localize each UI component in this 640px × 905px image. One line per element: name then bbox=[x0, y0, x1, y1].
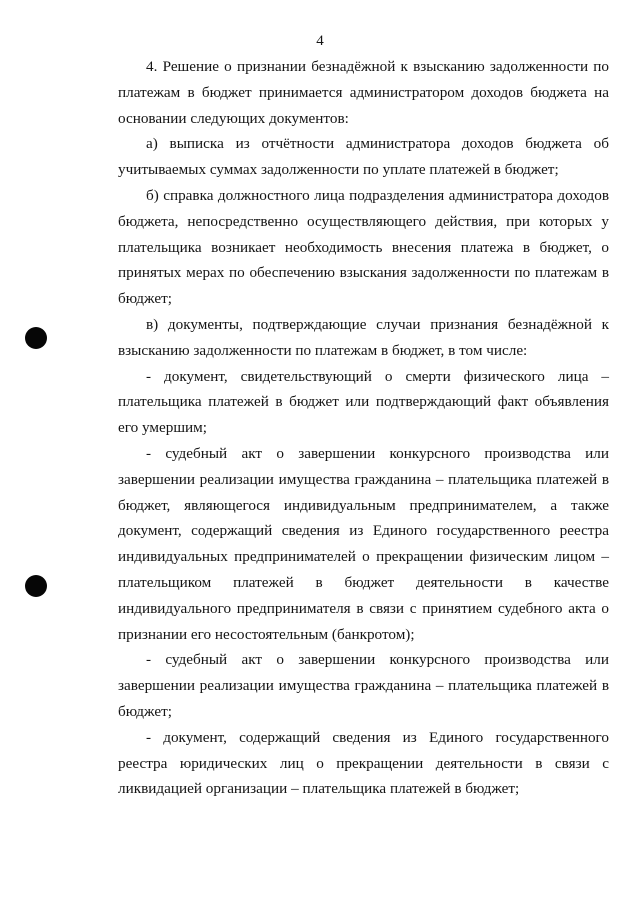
paragraph-dash-bankruptcy-citizen: - судебный акт о завершении конкурсного производства или завершении реализации имущества гражданина – плательщика платежей в бюджет; bbox=[118, 651, 609, 720]
paragraph-item-a: а) выписка из отчётности администратора доходов бюджета об учитываемых суммах задолженности по уплате платежей в бюджет; bbox=[118, 135, 609, 179]
paragraph-dash-death-document: - документ, свидетельствующий о смерти физического лица – плательщика платежей в бюджет или подтверждающий факт объявления его умершим; bbox=[118, 367, 609, 437]
paragraph-clause-4: 4. Решение о признании безнадёжной к взысканию задолженности по платежам в бюджет принимается администратором доходов бюджета на основании следующих документов: bbox=[118, 58, 609, 127]
punch-hole-mark bbox=[25, 575, 47, 597]
paragraph-item-v: в) документы, подтверждающие случаи признания безнадёжной к взысканию задолженности по платежам в бюджет, в том числе: bbox=[118, 315, 609, 359]
page-number: 4 bbox=[316, 33, 324, 49]
punch-hole-mark bbox=[25, 327, 47, 349]
document-body bbox=[118, 54, 609, 802]
paragraph-dash-liquidation: - документ, содержащий сведения из Единого государственного реестра юридических лиц о прекращении деятельности в связи с ликвидацией организации – плательщика платежей в бюджет; bbox=[118, 728, 609, 798]
paragraph-item-b: б) справка должностного лица подразделения администратора доходов бюджета, непосредственно осуществляющего действия, при которых у плательщика возникает необходимость внесения платежа в бюджет, о принятых мерах по обеспечению взыскания задолженности по платежам в бюджет; bbox=[118, 186, 609, 308]
paragraph-dash-bankruptcy-entrepreneur: - судебный акт о завершении конкурсного производства или завершении реализации имущества гражданина – плательщика платежей в бюджет, являющегося индивидуальным предпринимателем, а также документ, содержащий сведения из Единого государственного реестра индивидуальных предпринимателей о прекращении физическим лицом – плательщиком платежей в бюджет деятельности в качестве индивидуального предпринимателя в связи с принятием судебного акта о признании его несостоятельным (банкротом); bbox=[118, 444, 609, 643]
